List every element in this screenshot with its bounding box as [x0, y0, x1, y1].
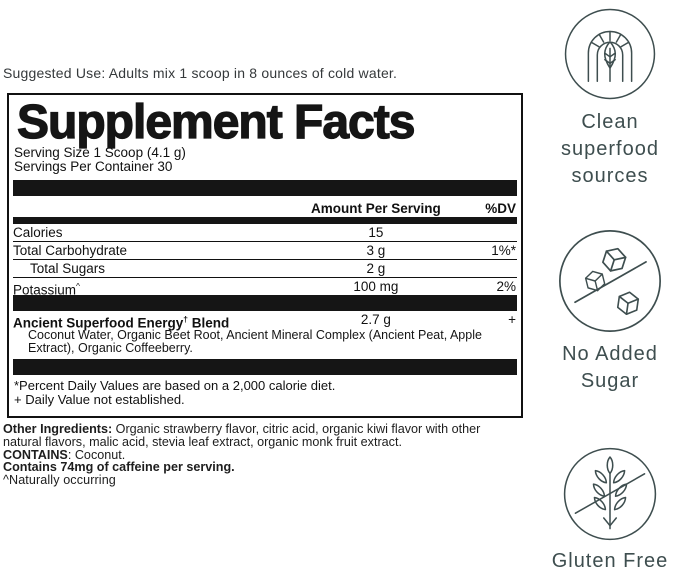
blend-amount: 2.7 g [360, 312, 391, 327]
nutrient-amount: 2 g [366, 261, 386, 276]
badge-label-gluten-free: Gluten Free [551, 550, 669, 572]
nutrient-name: Potassium^ [13, 281, 81, 298]
divider-bar-thick [13, 359, 517, 375]
table-row-potassium [13, 277, 517, 298]
badge-label-no-added-sugar: No Added Sugar [562, 343, 658, 392]
column-header-dv: %DV [485, 201, 516, 216]
table-row-calories [13, 224, 517, 241]
table-row-total-sugars [13, 259, 517, 277]
caffeine-statement: Contains 74mg of caffeine per serving. [3, 460, 235, 475]
blend-dv: + [508, 312, 516, 327]
table-row-blend [13, 311, 517, 331]
other-ingredients-text: Other Ingredients: Organic strawberry flavor, citric acid, organic kiwi flavor with other natural flavors, malic acid, stevia leaf extract, organic monk fruit extract. [3, 422, 481, 449]
servings-per-container-text: Servings Per Container 30 [14, 159, 173, 174]
suggested-use-text: Suggested Use: Adults mix 1 scoop in 8 ounces of cold water. [3, 65, 398, 81]
superfood-arch-leaf-icon [563, 7, 657, 101]
table-header-row [13, 196, 517, 217]
footnote-dv-not-established: + Daily Value not established. [14, 391, 185, 407]
serving-size-text: Serving Size 1 Scoop (4.1 g) [14, 145, 186, 160]
nutrient-dv: 1%* [491, 243, 516, 258]
no-added-sugar-icon [557, 228, 663, 334]
nutrient-name: Total Carbohydrate [13, 243, 128, 258]
blend-ingredients-text: Coconut Water, Organic Beet Root, Ancient Mineral Complex (Ancient Peat, Apple Extract), Organic Coffeeberry. [28, 328, 482, 355]
nutrient-name: Total Sugars [30, 261, 106, 276]
naturally-occurring-note: ^Naturally occurring [3, 473, 116, 488]
blend-name: Ancient Superfood Energy† Blend [13, 314, 230, 331]
panel-title: Supplement Facts [17, 96, 415, 149]
column-header-amount: Amount Per Serving [310, 201, 441, 216]
divider-bar-thick [13, 180, 517, 196]
other-information-block [3, 423, 520, 487]
nutrient-dv: 2% [496, 279, 516, 294]
nutrient-name: Calories [13, 225, 63, 240]
badge-label-clean-superfood: Clean superfood sources [561, 111, 659, 187]
contains-statement: CONTAINS: Coconut. [3, 447, 126, 462]
nutrient-amount: 100 mg [353, 279, 399, 294]
panel-footnotes [13, 375, 517, 406]
table-row-total-carbohydrate [13, 241, 517, 259]
supplement-facts-panel [7, 93, 523, 418]
footnote-marker: ^ [76, 281, 81, 291]
nutrient-amount: 15 [368, 225, 384, 240]
divider-bar-thick [13, 295, 517, 311]
nutrient-amount: 3 g [366, 243, 386, 258]
dagger-marker: † [183, 314, 189, 324]
gluten-free-wheat-icon [562, 446, 658, 542]
divider-bar-medium [13, 217, 517, 224]
footnote-percent-dv: *Percent Daily Values are based on a 2,000 calorie diet. [14, 378, 336, 393]
